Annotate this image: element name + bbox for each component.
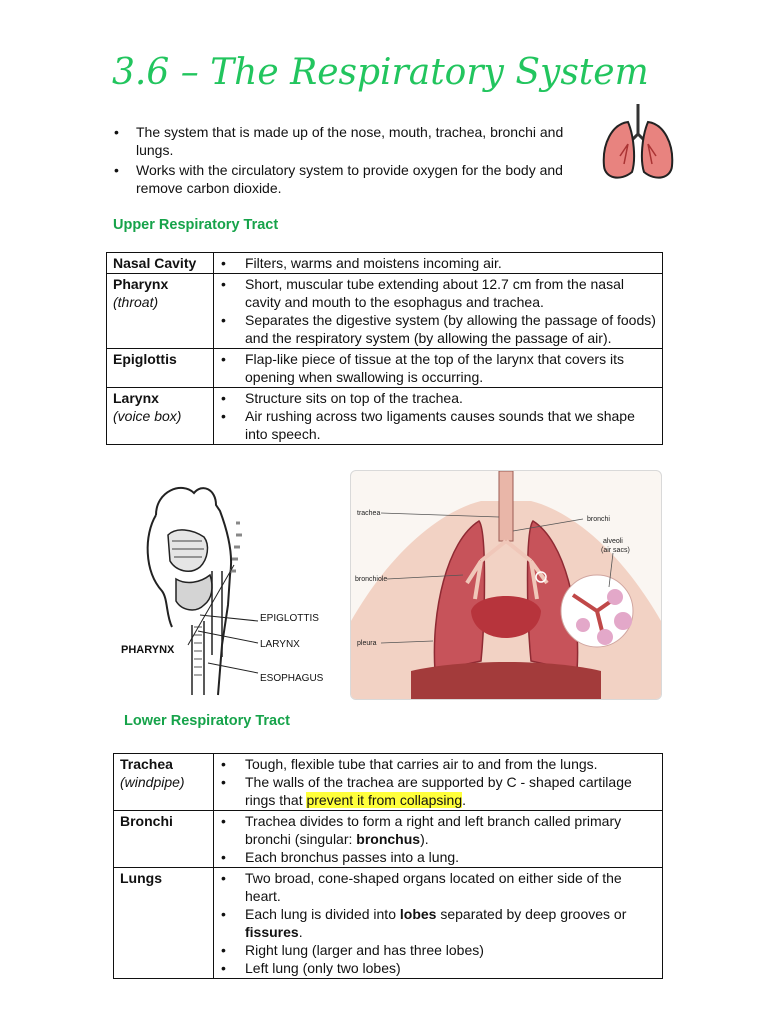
list-item: • Two broad, cone-shaped organs located on either side of the heart. [220, 869, 658, 905]
page-title: 3.6 – The Respiratory System [112, 52, 649, 93]
text: Each lung is divided into [245, 906, 400, 922]
list-item: • Tough, flexible tube that carries air to and from the lungs. [220, 755, 658, 773]
text: The walls of the trachea are supported by C - shaped cartilage rings that [245, 774, 632, 808]
head-cross-section-diagram [116, 475, 338, 697]
description-cell [214, 388, 663, 445]
intro-list [112, 123, 600, 199]
description-cell [214, 868, 663, 979]
table-row [114, 868, 663, 979]
lower-tract-heading: Lower Respiratory Tract [124, 713, 290, 729]
bold-text: lobes [399, 906, 437, 922]
label-air-sacs: (air sacs) [601, 547, 630, 554]
description-cell [214, 811, 663, 868]
text: Trachea divides to form a right and left branch called primary bronchi (singular: [245, 813, 622, 847]
term-label: Epiglottis [113, 351, 177, 367]
term-label: Trachea [120, 756, 173, 772]
label-bronchiole: bronchiole [355, 576, 388, 583]
intro-item: • The system that is made up of the nose, mouth, trachea, bronchi and lungs. [112, 123, 600, 159]
label-esophagus: ESOPHAGUS [260, 673, 324, 684]
term-cell [114, 811, 214, 868]
description-cell [214, 253, 663, 274]
term-label: Nasal Cavity [113, 255, 197, 271]
text: . [462, 792, 467, 808]
list-item: • Right lung (larger and has three lobes) [220, 941, 658, 959]
label-trachea: trachea [357, 510, 381, 517]
label-pharynx: PHARYNX [121, 644, 175, 656]
term-label: Pharynx [113, 276, 169, 292]
label-bronchi: bronchi [587, 516, 610, 523]
description-cell [214, 754, 663, 811]
term-alias: (throat) [113, 294, 159, 310]
label-alveoli: alveoli [603, 538, 623, 545]
highlighted-text: prevent it from collapsing [306, 792, 463, 808]
term-cell [107, 253, 214, 274]
term-cell [107, 388, 214, 445]
term-cell [114, 868, 214, 979]
list-item: • Air rushing across two ligaments causes sounds that we shape into speech. [220, 407, 658, 443]
term-label: Bronchi [120, 813, 173, 829]
list-item: • Short, muscular tube extending about 12.7 cm from the nasal cavity and mouth to the esophagus and trachea. [220, 275, 658, 311]
term-cell [107, 274, 214, 349]
upper-tract-table [106, 252, 663, 445]
label-epiglottis: EPIGLOTTIS [260, 613, 319, 624]
label-larynx: LARYNX [260, 639, 300, 650]
list-item: • Filters, warms and moistens incoming air. [220, 254, 658, 272]
term-cell [114, 754, 214, 811]
list-item [220, 812, 658, 848]
label-pleura: pleura [357, 640, 377, 647]
lungs-icon [598, 100, 678, 186]
term-alias: (windpipe) [120, 774, 185, 790]
list-item: • Left lung (only two lobes) [220, 959, 658, 977]
list-item [220, 905, 658, 941]
text: . [298, 924, 303, 940]
text: ). [420, 831, 429, 847]
lower-tract-table [113, 753, 663, 979]
head-cross-section-figure [116, 475, 338, 697]
table-row [114, 754, 663, 811]
bold-text: bronchus [356, 831, 421, 847]
list-item: • Structure sits on top of the trachea. [220, 389, 658, 407]
term-label: Larynx [113, 390, 159, 406]
description-cell [214, 274, 663, 349]
list-item [220, 773, 658, 809]
list-item: • Flap-like piece of tissue at the top of the larynx that covers its opening when swallowing is occurring. [220, 350, 658, 386]
lungs-anatomy-figure [350, 470, 662, 700]
bold-text: fissures [245, 924, 299, 940]
text: separated by deep grooves or [436, 906, 627, 922]
list-item: • Each bronchus passes into a lung. [220, 848, 658, 866]
table-row [107, 388, 663, 445]
term-label: Lungs [120, 870, 162, 886]
table-row [114, 811, 663, 868]
upper-tract-heading: Upper Respiratory Tract [113, 217, 279, 233]
description-cell [214, 349, 663, 388]
table-row [107, 253, 663, 274]
lungs-anatomy-diagram [351, 471, 661, 699]
term-alias: (voice box) [113, 408, 182, 424]
table-row [107, 349, 663, 388]
table-row [107, 274, 663, 349]
term-cell [107, 349, 214, 388]
list-item: • Separates the digestive system (by allowing the passage of foods) and the respiratory system (by allowing the passage of air). [220, 311, 658, 347]
intro-item: • Works with the circulatory system to provide oxygen for the body and remove carbon dioxide. [112, 161, 600, 197]
